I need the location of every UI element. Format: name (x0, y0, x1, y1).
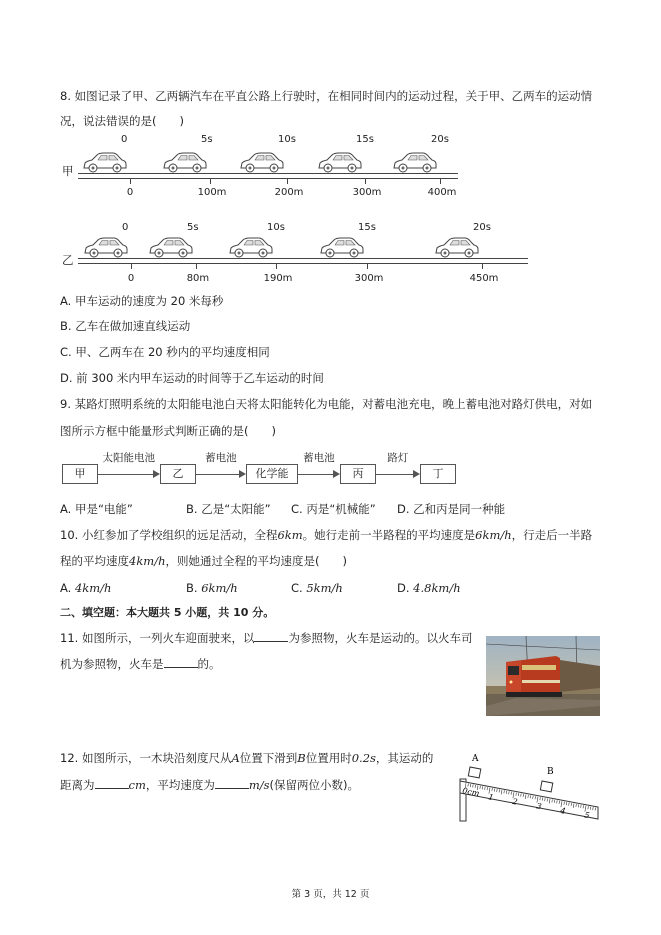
jia-distance-label: 200m (274, 187, 304, 198)
yi-time-label: 10s (267, 222, 285, 233)
flow-arrow-head (153, 470, 160, 478)
q10-text-d: 程的平均速度 (60, 554, 129, 568)
flow-arrow-label: 路灯 (387, 452, 409, 464)
q9-stem-line2: 图所示方框中能量形式判断正确的是( ) (60, 424, 276, 438)
yi-tick (131, 263, 132, 269)
q11-text-c: 机为参照物，火车是 (60, 657, 164, 671)
jia-tick (365, 178, 366, 184)
ruler-number: 2 (511, 796, 519, 807)
flow-arrow-head (413, 470, 420, 478)
jia-car-icon (82, 152, 128, 178)
yi-distance-label: 80m (186, 273, 210, 284)
ruler-number: 3 (535, 801, 543, 812)
flow-arrow-line (298, 474, 333, 475)
q10-speed1: 6km/h (475, 528, 512, 542)
yi-tick (276, 263, 277, 269)
jia-car-icon (392, 152, 438, 178)
q10-opt-c-value: 5km/h (306, 581, 343, 595)
q9-stem-line1: 9. 某路灯照明系统的太阳能电池白天将太阳能转化为电能，对蓄电池充电，晚上蓄电池对路灯供电，对如 (60, 397, 593, 411)
ruler-figure (448, 745, 608, 825)
ruler-number: 5 (583, 810, 591, 821)
q10-text-a: 10. 小红参加了学校组织的远足活动，全程 (60, 528, 278, 542)
yi-car-icon (228, 237, 274, 263)
yi-car-icon (83, 237, 129, 263)
yi-tick (482, 263, 483, 269)
q11-blank2[interactable] (164, 656, 198, 668)
jia-car-icon (317, 152, 363, 178)
jia-time-label: 20s (431, 134, 449, 145)
flow-arrow-head (333, 470, 340, 478)
q10-option-b (186, 580, 238, 596)
energy-box: 甲 (62, 464, 98, 484)
q9-option-d: D. 乙和丙是同一种能 (397, 502, 506, 516)
yi-car-icon (319, 237, 365, 263)
q10-text-b: 。她行走前一半路程的平均速度是 (302, 528, 476, 542)
q12-text-e: 距离为 (60, 778, 95, 792)
flow-arrow-line (376, 474, 413, 475)
jia-time-label: 15s (356, 134, 374, 145)
q10-opt-d-prefix: D. (397, 581, 410, 595)
jia-distance-label: 100m (197, 187, 227, 198)
q11-text-b: 为参照物，火车是运动的。以火车司 (288, 631, 473, 645)
flow-arrow-line (98, 474, 153, 475)
jia-tick (210, 178, 211, 184)
q10-opt-b-prefix: B. (186, 581, 198, 595)
jia-time-label: 10s (278, 134, 296, 145)
q12-text-d: ，其运动的 (375, 751, 434, 765)
jia-time-label: 0 (121, 134, 128, 145)
q11-text-a: 11. 如图所示，一列火车迎面驶来，以 (60, 631, 255, 645)
q11-blank1[interactable] (254, 630, 288, 642)
q12-time: 0.2s (351, 751, 376, 765)
jia-tick (440, 178, 441, 184)
jia-time-label: 5s (201, 134, 213, 145)
flow-arrow-line (196, 474, 239, 475)
yi-distance-label: 0 (127, 273, 135, 284)
yi-time-label: 20s (473, 222, 491, 233)
q10-option-a (60, 580, 111, 596)
q8-stem-line1: 8. 如图记录了甲、乙两辆汽车在平直公路上行驶时，在相同时间内的运动过程，关于甲、乙两车的运动情 (60, 89, 593, 103)
q10-opt-b-value: 6km/h (201, 581, 238, 595)
q8-option-b: B. 乙车在做加速直线运动 (60, 319, 191, 333)
q12-text-b: 位置下滑到 (239, 751, 298, 765)
ruler-unit: 0cm (461, 786, 481, 799)
yi-distance-label: 450m (469, 273, 499, 284)
yi-label: 乙 (62, 253, 74, 267)
jia-label: 甲 (62, 164, 74, 178)
yi-time-label: 15s (358, 222, 376, 233)
q10-option-c (291, 580, 343, 596)
yi-tick (196, 263, 197, 269)
q10-option-d (397, 580, 461, 596)
yi-car-icon (148, 237, 194, 263)
q8-option-c: C. 甲、乙两车在 20 秒内的平均速度相同 (60, 345, 270, 359)
q10-text-e: ，则她通过全程的平均速度是( ) (165, 554, 347, 568)
q11-line1 (60, 630, 472, 646)
jia-tick (287, 178, 288, 184)
jia-tick (130, 178, 131, 184)
yi-time-label: 0 (122, 222, 129, 233)
ruler-block-b-label: B (547, 767, 554, 777)
yi-time-label: 5s (187, 222, 199, 233)
q12-text-f: ，平均速度为 (145, 778, 215, 792)
yi-tick (367, 263, 368, 269)
ruler-block-a-label: A (472, 754, 479, 764)
jia-distance-label: 400m (427, 187, 457, 198)
q12-text-c: 位置用时 (305, 751, 352, 765)
yi-distance-label: 190m (263, 273, 293, 284)
energy-box: 乙 (160, 464, 196, 484)
jia-distance-label: 300m (352, 187, 382, 198)
q12-line1 (60, 750, 433, 766)
jia-car-icon (239, 152, 285, 178)
q10-speed2: 4km/h (129, 554, 166, 568)
energy-box: 丁 (420, 464, 456, 484)
energy-box: 化学能 (246, 464, 298, 484)
q12-text-g: (保留两位小数)。 (269, 778, 360, 792)
energy-box: 丙 (340, 464, 376, 484)
flow-arrow-head (239, 470, 246, 478)
train-photo (486, 636, 600, 716)
q10-line1 (60, 527, 592, 543)
q8-stem-line2: 况，说法错误的是( ) (60, 114, 184, 128)
q12-pos-b: B (297, 751, 306, 765)
q10-opt-a-value: 4km/h (74, 581, 112, 595)
ruler-number: 4 (559, 805, 567, 816)
ruler-number: 1 (487, 792, 495, 803)
flow-arrow-label: 蓄电池 (205, 452, 237, 464)
q10-line2 (60, 553, 347, 569)
yi-distance-label: 300m (354, 273, 384, 284)
flow-arrow-label: 太阳能电池 (102, 452, 155, 464)
q12-pos-a: A (231, 751, 240, 765)
q11-text-d: 的。 (197, 657, 221, 671)
q10-distance: 6km (277, 528, 303, 542)
q12-line2 (60, 777, 359, 793)
q12-text-a: 12. 如图所示，一木块沿刻度尺从 (60, 751, 232, 765)
jia-car-icon (162, 152, 208, 178)
yi-car-icon (434, 237, 480, 263)
q10-text-c: ，行走后一半路 (511, 528, 593, 542)
q10-opt-c-prefix: C. (291, 581, 303, 595)
q10-opt-a-prefix: A. (60, 581, 72, 595)
flow-arrow-label: 蓄电池 (303, 452, 335, 464)
q10-opt-d-value: 4.8km/h (413, 581, 461, 595)
q12-unit-cm: cm (128, 778, 146, 792)
section-heading: 二、填空题：本大题共 5 小题，共 10 分。 (60, 606, 275, 619)
jia-distance-label: 0 (126, 187, 134, 198)
q8-option-d: D. 前 300 米内甲车运动的时间等于乙车运动的时间 (60, 371, 324, 385)
q12-blank2[interactable] (215, 777, 249, 789)
q9-option-b: B. 乙是“太阳能” (186, 502, 271, 516)
q11-line2 (60, 656, 221, 672)
q12-blank1[interactable] (95, 777, 129, 789)
q12-unit-ms: m/s (248, 778, 270, 792)
q9-option-c: C. 丙是“机械能” (291, 502, 376, 516)
q9-option-a: A. 甲是“电能” (60, 502, 133, 516)
page-footer: 第 3 页，共 12 页 (291, 889, 370, 900)
q8-option-a: A. 甲车运动的速度为 20 米每秒 (60, 294, 224, 308)
